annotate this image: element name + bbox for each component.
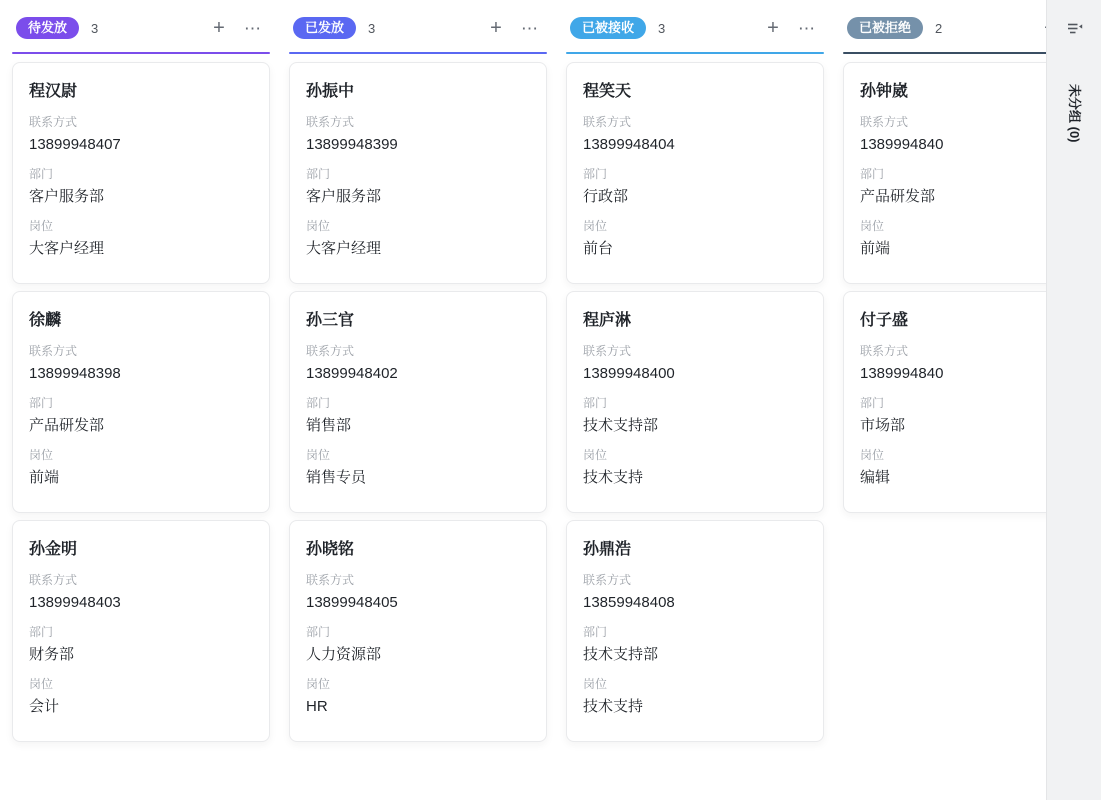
- field-label-contact: 联系方式: [583, 573, 632, 587]
- add-card-button[interactable]: [762, 17, 784, 39]
- field-label-department: 部门: [860, 167, 885, 181]
- card-title: 孙钟崴: [860, 83, 909, 100]
- field-label-position: 岗位: [29, 219, 54, 233]
- field-label-department: 部门: [306, 625, 331, 639]
- collapsed-group-label[interactable]: 未分组 (0): [1067, 84, 1082, 143]
- field-label-department: 部门: [583, 167, 608, 181]
- card-title: 徐麟: [29, 312, 62, 329]
- field-value-position: 前台: [583, 240, 614, 257]
- field-label-position: 岗位: [29, 677, 54, 691]
- field-label-department: 部门: [583, 396, 608, 410]
- record-card[interactable]: [12, 291, 270, 513]
- field-value-contact: 13899948398: [29, 365, 121, 382]
- field-value-contact: 1389994840: [860, 365, 944, 382]
- column-status-badge: 已被拒绝: [847, 17, 923, 39]
- record-card[interactable]: [566, 291, 824, 513]
- field-label-department: 部门: [29, 625, 54, 639]
- card-title: 孙振中: [306, 83, 355, 100]
- column-count: 3: [368, 20, 376, 36]
- field-label-position: 岗位: [306, 448, 331, 462]
- field-label-position: 岗位: [860, 219, 885, 233]
- field-label-contact: 联系方式: [306, 573, 355, 587]
- field-label-position: 岗位: [583, 677, 608, 691]
- card-title: 孙金明: [29, 541, 78, 558]
- column-card-list: [289, 62, 547, 742]
- record-card[interactable]: [566, 520, 824, 742]
- kanban-column-accepted: [566, 0, 824, 800]
- ellipsis-icon: ⋯: [244, 18, 262, 38]
- field-label-position: 岗位: [583, 448, 608, 462]
- column-header: [566, 16, 824, 40]
- field-value-department: 财务部: [29, 646, 75, 663]
- column-count: 3: [91, 20, 99, 36]
- field-value-department: 市场部: [860, 417, 906, 434]
- add-card-button[interactable]: [485, 17, 507, 39]
- field-value-contact: 13899948402: [306, 365, 398, 382]
- field-label-department: 部门: [860, 396, 885, 410]
- column-more-button[interactable]: [242, 17, 264, 39]
- field-value-contact: 13899948404: [583, 136, 675, 153]
- field-value-department: 人力资源部: [306, 646, 382, 663]
- column-header: [289, 16, 547, 40]
- field-value-position: 大客户经理: [306, 240, 382, 257]
- field-label-department: 部门: [29, 396, 54, 410]
- field-label-contact: 联系方式: [860, 115, 909, 129]
- field-value-department: 产品研发部: [29, 417, 105, 434]
- record-card[interactable]: [289, 291, 547, 513]
- column-count: 2: [935, 20, 943, 36]
- expand-group-button[interactable]: [1062, 18, 1086, 42]
- field-value-department: 技术支持部: [583, 417, 659, 434]
- card-title: 程庐淋: [583, 312, 632, 329]
- field-value-position: 技术支持: [583, 698, 644, 715]
- field-value-position: 编辑: [860, 469, 891, 486]
- plus-icon: +: [767, 17, 779, 39]
- ellipsis-icon: ⋯: [798, 18, 816, 38]
- record-card[interactable]: [289, 62, 547, 284]
- column-count: 3: [658, 20, 666, 36]
- field-value-contact: 13899948399: [306, 136, 398, 153]
- field-value-position: 大客户经理: [29, 240, 105, 257]
- field-value-contact: 13899948407: [29, 136, 121, 153]
- record-card[interactable]: [289, 520, 547, 742]
- field-label-position: 岗位: [583, 219, 608, 233]
- field-value-position: HR: [306, 698, 328, 715]
- field-value-position: 销售专员: [306, 469, 367, 486]
- add-card-button[interactable]: [208, 17, 230, 39]
- column-status-badge: 待发放: [16, 17, 79, 39]
- column-more-button[interactable]: [519, 17, 541, 39]
- field-value-contact: 13859948408: [583, 594, 675, 611]
- field-label-department: 部门: [306, 167, 331, 181]
- field-label-contact: 联系方式: [306, 115, 355, 129]
- field-value-contact: 13899948405: [306, 594, 398, 611]
- record-card[interactable]: [12, 62, 270, 284]
- field-value-department: 客户服务部: [306, 188, 382, 205]
- card-title: 程笑天: [583, 83, 632, 100]
- field-label-contact: 联系方式: [29, 573, 78, 587]
- field-label-contact: 联系方式: [583, 115, 632, 129]
- field-label-department: 部门: [306, 396, 331, 410]
- column-underline: [289, 52, 547, 54]
- field-label-contact: 联系方式: [29, 344, 78, 358]
- field-value-department: 产品研发部: [860, 188, 936, 205]
- field-label-contact: 联系方式: [583, 344, 632, 358]
- column-card-list: [566, 62, 824, 742]
- field-label-position: 岗位: [860, 448, 885, 462]
- field-value-department: 客户服务部: [29, 188, 105, 205]
- column-status-badge: 已发放: [293, 17, 356, 39]
- column-status-badge: 已被接收: [570, 17, 646, 39]
- field-value-position: 前端: [860, 240, 891, 257]
- column-underline: [566, 52, 824, 54]
- card-title: 付子盛: [860, 312, 909, 329]
- field-label-department: 部门: [583, 625, 608, 639]
- card-title: 孙鼎浩: [583, 541, 632, 558]
- field-value-position: 会计: [29, 698, 60, 715]
- collapsed-group-panel: [1046, 0, 1101, 800]
- field-label-position: 岗位: [29, 448, 54, 462]
- field-label-contact: 联系方式: [306, 344, 355, 358]
- card-title: 孙三官: [306, 312, 355, 329]
- column-card-list: [12, 62, 270, 742]
- kanban-column-pending: [12, 0, 270, 800]
- field-label-contact: 联系方式: [860, 344, 909, 358]
- ellipsis-icon: ⋯: [521, 18, 539, 38]
- field-value-department: 技术支持部: [583, 646, 659, 663]
- field-value-contact: 13899948403: [29, 594, 121, 611]
- field-label-contact: 联系方式: [29, 115, 78, 129]
- card-title: 程汉尉: [29, 83, 78, 100]
- plus-icon: +: [213, 17, 225, 39]
- field-label-department: 部门: [29, 167, 54, 181]
- field-value-department: 销售部: [306, 417, 352, 434]
- record-card[interactable]: [566, 62, 824, 284]
- record-card[interactable]: [12, 520, 270, 742]
- card-title: 孙晓铭: [306, 541, 355, 558]
- field-value-position: 前端: [29, 469, 60, 486]
- field-value-department: 行政部: [583, 188, 629, 205]
- field-value-position: 技术支持: [583, 469, 644, 486]
- kanban-column-issued: [289, 0, 547, 800]
- field-label-position: 岗位: [306, 219, 331, 233]
- field-value-contact: 13899948400: [583, 365, 675, 382]
- column-header: [12, 16, 270, 40]
- field-label-position: 岗位: [306, 677, 331, 691]
- plus-icon: +: [490, 17, 502, 39]
- column-more-button[interactable]: [796, 17, 818, 39]
- collapse-groups-icon: [1065, 20, 1083, 41]
- column-underline: [12, 52, 270, 54]
- field-value-contact: 1389994840: [860, 136, 944, 153]
